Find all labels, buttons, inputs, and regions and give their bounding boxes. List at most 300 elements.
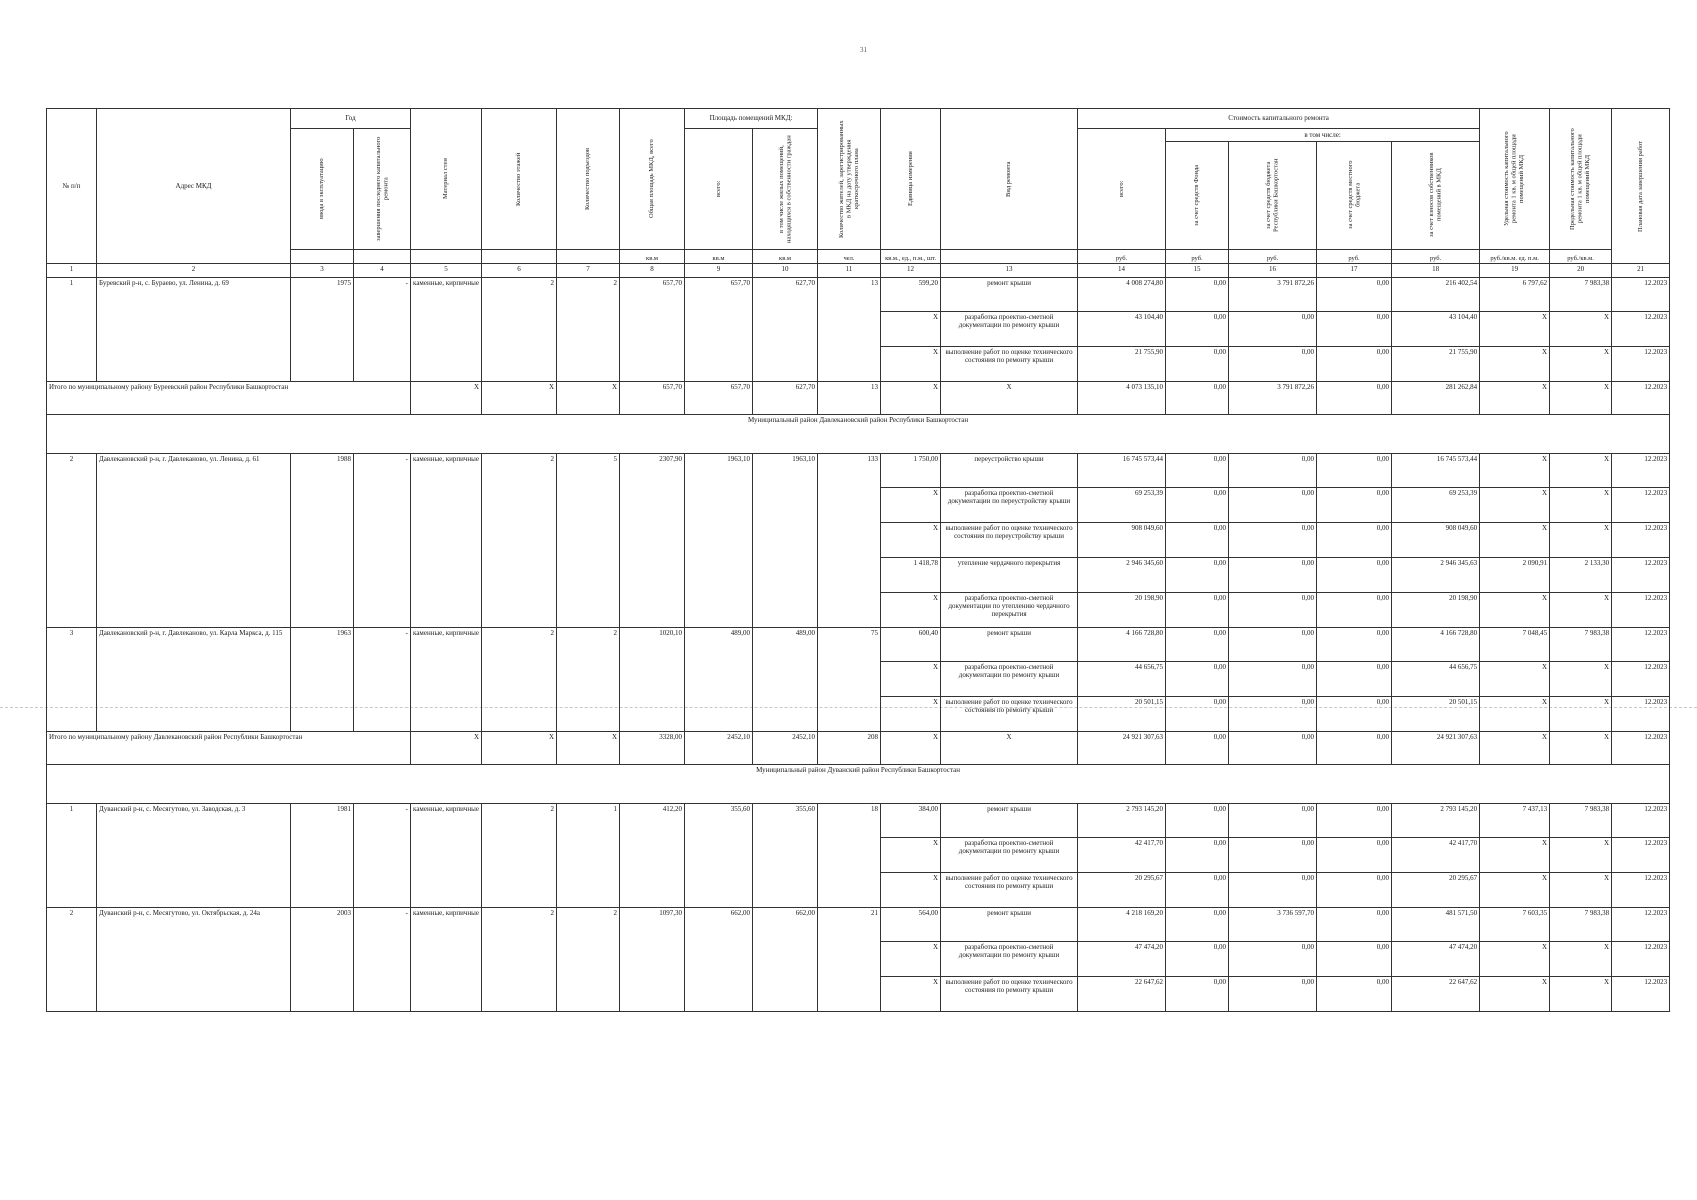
cell-unit: 1 750,00 xyxy=(881,454,941,488)
cell-total-area: 3328,00 xyxy=(620,732,685,765)
table-row-item xyxy=(47,804,1670,838)
table-row-item xyxy=(47,908,1670,942)
column-number: 5 xyxy=(411,264,482,278)
cell-republic-budget: 0,00 xyxy=(1229,977,1317,1012)
cell-local-budget: 0,00 xyxy=(1317,697,1392,732)
cell-owners: 908 049,60 xyxy=(1392,523,1480,558)
cell-unit: X xyxy=(881,347,941,382)
cell-address: Буревский р-н, с. Бураево, ул. Ленина, д. 69 xyxy=(97,278,291,382)
unit-3 xyxy=(291,250,354,264)
hdr-cost: Стоимость капитального ремонта xyxy=(1078,109,1480,129)
cell-material: X xyxy=(411,732,482,765)
cell-address: Давлекановский р-н, г. Давлеканово, ул. Ленина, д. 61 xyxy=(97,454,291,628)
cell-entrances: 5 xyxy=(557,454,620,628)
cell-year-last-repair: - xyxy=(354,628,411,732)
cell-republic-budget: 3 791 872,26 xyxy=(1229,278,1317,312)
cell-fund: 0,00 xyxy=(1166,732,1229,765)
unit-19: руб./кв.м. ед. п.м. xyxy=(1480,250,1550,264)
cell-local-budget: 0,00 xyxy=(1317,873,1392,908)
column-number: 2 xyxy=(97,264,291,278)
cell-planned-date: 12.2023 xyxy=(1612,942,1670,977)
hdr-address: Адрес МКД xyxy=(97,109,291,264)
cell-planned-date: 12.2023 xyxy=(1612,488,1670,523)
cell-unit: X xyxy=(881,838,941,873)
cell-cost-total: 4 218 169,20 xyxy=(1078,908,1166,942)
cell-fund: 0,00 xyxy=(1166,312,1229,347)
cell-specific-cost: X xyxy=(1480,977,1550,1012)
cell-owners: 22 647,62 xyxy=(1392,977,1480,1012)
cell-planned-date: 12.2023 xyxy=(1612,838,1670,873)
table-row-section xyxy=(47,765,1670,804)
cell-year-commission: 1981 xyxy=(291,804,354,908)
unit-10: кв.м xyxy=(753,250,818,264)
cell-entrances: 2 xyxy=(557,628,620,732)
cell-work-type: разработка проектно-сметной документации по ремонту крыши xyxy=(941,312,1078,347)
cell-fund: 0,00 xyxy=(1166,558,1229,593)
cell-local-budget: 0,00 xyxy=(1317,382,1392,415)
hdr-cost-total: всего: xyxy=(1078,129,1166,250)
cell-fund: 0,00 xyxy=(1166,454,1229,488)
cell-work-type: переустройство крыши xyxy=(941,454,1078,488)
cell-residents: 21 xyxy=(818,908,881,1012)
column-number: 16 xyxy=(1229,264,1317,278)
unit-17: руб. xyxy=(1317,250,1392,264)
cell-floors: 2 xyxy=(482,628,557,732)
cell-address: Давлекановский р-н, г. Давлеканово, ул. Карла Маркса, д. 115 xyxy=(97,628,291,732)
cell-entrances: 2 xyxy=(557,278,620,382)
cell-cost-total: 47 474,20 xyxy=(1078,942,1166,977)
cell-year-last-repair: - xyxy=(354,908,411,1012)
cell-republic-budget: 0,00 xyxy=(1229,593,1317,628)
cell-planned-date: 12.2023 xyxy=(1612,873,1670,908)
cell-floors: X xyxy=(482,732,557,765)
unit-18: руб. xyxy=(1392,250,1480,264)
cell-planned-date: 12.2023 xyxy=(1612,804,1670,838)
column-number: 20 xyxy=(1550,264,1612,278)
cell-total-area: 657,70 xyxy=(620,382,685,415)
cell-republic-budget: 3 736 597,70 xyxy=(1229,908,1317,942)
hdr-fund: за счет средств Фонда xyxy=(1166,141,1229,249)
cell-premises-total: 662,00 xyxy=(685,908,753,1012)
cell-total-area: 2307,90 xyxy=(620,454,685,628)
cell-local-budget: 0,00 xyxy=(1317,454,1392,488)
cell-limit-cost: 7 983,38 xyxy=(1550,804,1612,838)
cell-owners: 216 402,54 xyxy=(1392,278,1480,312)
cell-cost-total: 20 295,67 xyxy=(1078,873,1166,908)
cell-cost-total: 2 946 345,60 xyxy=(1078,558,1166,593)
table-row-item xyxy=(47,278,1670,312)
column-number: 18 xyxy=(1392,264,1480,278)
cell-owners: 47 474,20 xyxy=(1392,942,1480,977)
unit-12: кв.м., ед., п.м., шт. xyxy=(881,250,941,264)
cell-premises-total: 489,00 xyxy=(685,628,753,732)
cell-unit: 1 418,78 xyxy=(881,558,941,593)
cell-residents: 133 xyxy=(818,454,881,628)
hdr-year: Год xyxy=(291,109,411,129)
cell-specific-cost: 7 048,45 xyxy=(1480,628,1550,662)
cell-specific-cost: X xyxy=(1480,662,1550,697)
cell-work-type: ремонт крыши xyxy=(941,278,1078,312)
cell-specific-cost: X xyxy=(1480,382,1550,415)
cell-local-budget: 0,00 xyxy=(1317,558,1392,593)
cell-limit-cost: X xyxy=(1550,838,1612,873)
cell-limit-cost: X xyxy=(1550,523,1612,558)
cell-work-type: ремонт крыши xyxy=(941,628,1078,662)
unit-6 xyxy=(482,250,557,264)
cell-specific-cost: 7 437,13 xyxy=(1480,804,1550,838)
unit-14: руб. xyxy=(1078,250,1166,264)
cell-entrances: 2 xyxy=(557,908,620,1012)
cell-local-budget: 0,00 xyxy=(1317,804,1392,838)
hdr-year-commission: ввода в эксплуатацию xyxy=(291,129,354,250)
cell-work-type: выполнение работ по оценке технического состояния по ремонту крыши xyxy=(941,873,1078,908)
cell-specific-cost: X xyxy=(1480,838,1550,873)
cell-cost-total: 22 647,62 xyxy=(1078,977,1166,1012)
cell-specific-cost: X xyxy=(1480,488,1550,523)
cell-work-type: разработка проектно-сметной документации по переустройству крыши xyxy=(941,488,1078,523)
cell-owners: 20 501,15 xyxy=(1392,697,1480,732)
cell-premises-total: 355,60 xyxy=(685,804,753,908)
cell-planned-date: 12.2023 xyxy=(1612,662,1670,697)
cell-fund: 0,00 xyxy=(1166,804,1229,838)
column-number: 14 xyxy=(1078,264,1166,278)
unit-7 xyxy=(557,250,620,264)
cell-entrances: X xyxy=(557,732,620,765)
cell-unit: X xyxy=(881,873,941,908)
cell-material: каменные, кирпичные xyxy=(411,908,482,1012)
cell-total-label: Итого по муниципальному району Буреевский район Республики Башкортостан xyxy=(47,382,411,415)
cell-year-commission: 1988 xyxy=(291,454,354,628)
cell-republic-budget: 3 791 872,26 xyxy=(1229,382,1317,415)
cell-specific-cost: X xyxy=(1480,454,1550,488)
cell-planned-date: 12.2023 xyxy=(1612,732,1670,765)
cell-unit: X xyxy=(881,523,941,558)
cell-limit-cost: 7 983,38 xyxy=(1550,908,1612,942)
unit-8: кв.м xyxy=(620,250,685,264)
cell-no: 3 xyxy=(47,628,97,732)
cell-specific-cost: X xyxy=(1480,347,1550,382)
cell-cost-total: 21 755,90 xyxy=(1078,347,1166,382)
cell-floors: 2 xyxy=(482,804,557,908)
column-number: 21 xyxy=(1612,264,1670,278)
cell-residents: 13 xyxy=(818,382,881,415)
cell-floors: 2 xyxy=(482,278,557,382)
cell-specific-cost: 2 090,91 xyxy=(1480,558,1550,593)
column-number: 3 xyxy=(291,264,354,278)
table-row-total xyxy=(47,732,1670,765)
hdr-local-budget: за счет средств местного бюджета xyxy=(1317,141,1392,249)
cell-premises-owned: 627,70 xyxy=(753,382,818,415)
cell-work-type: X xyxy=(941,382,1078,415)
cell-fund: 0,00 xyxy=(1166,873,1229,908)
table-row-total xyxy=(47,382,1670,415)
cell-year-commission: 1963 xyxy=(291,628,354,732)
cell-work-type: X xyxy=(941,732,1078,765)
hdr-work-type: Вид ремонта xyxy=(941,109,1078,250)
cell-planned-date: 12.2023 xyxy=(1612,593,1670,628)
cell-year-commission: 2003 xyxy=(291,908,354,1012)
cell-limit-cost: X xyxy=(1550,732,1612,765)
cell-limit-cost: 7 983,38 xyxy=(1550,278,1612,312)
column-number: 11 xyxy=(818,264,881,278)
column-number: 6 xyxy=(482,264,557,278)
cell-fund: 0,00 xyxy=(1166,523,1229,558)
cell-work-type: разработка проектно-сметной документации по ремонту крыши xyxy=(941,662,1078,697)
cell-owners: 69 253,39 xyxy=(1392,488,1480,523)
cell-cost-total: 44 656,75 xyxy=(1078,662,1166,697)
cell-owners: 20 295,67 xyxy=(1392,873,1480,908)
unit-16: руб. xyxy=(1229,250,1317,264)
hdr-republic-budget: за счет средств бюджета Республики Башкортостан xyxy=(1229,141,1317,249)
cell-work-type: выполнение работ по оценке технического состояния по ремонту крыши xyxy=(941,977,1078,1012)
cell-no: 2 xyxy=(47,908,97,1012)
cell-cost-total: 69 253,39 xyxy=(1078,488,1166,523)
hdr-specific-cost: Удельная стоимость капитального ремонта 1 кв. м общей площади помещений МКД xyxy=(1480,109,1550,250)
cell-year-last-repair: - xyxy=(354,804,411,908)
cell-work-type: ремонт крыши xyxy=(941,908,1078,942)
cell-cost-total: 2 793 145,20 xyxy=(1078,804,1166,838)
cell-total-label: Итого по муниципальному району Давлекановский район Республики Башкортостан xyxy=(47,732,411,765)
cell-material: X xyxy=(411,382,482,415)
cell-premises-total: 1963,10 xyxy=(685,454,753,628)
cell-residents: 75 xyxy=(818,628,881,732)
cell-republic-budget: 0,00 xyxy=(1229,312,1317,347)
cell-local-budget: 0,00 xyxy=(1317,523,1392,558)
cell-residents: 208 xyxy=(818,732,881,765)
hdr-limit-cost: Предельная стоимость капитального ремонта 1 кв. м общей площади помещений МКД xyxy=(1550,109,1612,250)
cell-year-last-repair: - xyxy=(354,454,411,628)
cell-work-type: выполнение работ по оценке технического состояния по ремонту крыши xyxy=(941,347,1078,382)
hdr-premises-total: всего: xyxy=(685,129,753,250)
cell-limit-cost: X xyxy=(1550,977,1612,1012)
cell-republic-budget: 0,00 xyxy=(1229,558,1317,593)
cell-specific-cost: X xyxy=(1480,942,1550,977)
cell-cost-total: 16 745 573,44 xyxy=(1078,454,1166,488)
column-number: 15 xyxy=(1166,264,1229,278)
cell-republic-budget: 0,00 xyxy=(1229,347,1317,382)
cell-republic-budget: 0,00 xyxy=(1229,732,1317,765)
cell-cost-total: 20 501,15 xyxy=(1078,697,1166,732)
cell-limit-cost: 7 983,38 xyxy=(1550,628,1612,662)
cell-cost-total: 908 049,60 xyxy=(1078,523,1166,558)
cell-limit-cost: 2 133,30 xyxy=(1550,558,1612,593)
cell-republic-budget: 0,00 xyxy=(1229,454,1317,488)
cell-specific-cost: X xyxy=(1480,593,1550,628)
cell-republic-budget: 0,00 xyxy=(1229,488,1317,523)
cell-owners: 44 656,75 xyxy=(1392,662,1480,697)
cell-local-budget: 0,00 xyxy=(1317,628,1392,662)
unit-5 xyxy=(411,250,482,264)
cell-specific-cost: X xyxy=(1480,312,1550,347)
cell-premises-owned: 1963,10 xyxy=(753,454,818,628)
cell-owners: 481 571,50 xyxy=(1392,908,1480,942)
cell-work-type: разработка проектно-сметной документации по утеплению чердачного перекрытия xyxy=(941,593,1078,628)
cell-residents: 18 xyxy=(818,804,881,908)
cell-section-title: Муниципальный район Дуванский район Республики Башкортостан xyxy=(47,765,1670,804)
unit-11: чел. xyxy=(818,250,881,264)
unit-15: руб. xyxy=(1166,250,1229,264)
cell-work-type: разработка проектно-сметной документации по ремонту крыши xyxy=(941,838,1078,873)
cell-limit-cost: X xyxy=(1550,454,1612,488)
cell-work-type: выполнение работ по оценке технического состояния по ремонту крыши xyxy=(941,697,1078,732)
unit-13 xyxy=(941,250,1078,264)
unit-4 xyxy=(354,250,411,264)
cell-owners: 20 198,90 xyxy=(1392,593,1480,628)
cell-specific-cost: 7 603,35 xyxy=(1480,908,1550,942)
capital-repair-table xyxy=(46,108,1670,1012)
cell-unit: 564,00 xyxy=(881,908,941,942)
cell-fund: 0,00 xyxy=(1166,908,1229,942)
cell-total-area: 1097,30 xyxy=(620,908,685,1012)
cell-limit-cost: X xyxy=(1550,942,1612,977)
cell-unit: X xyxy=(881,593,941,628)
cell-fund: 0,00 xyxy=(1166,662,1229,697)
unit-9: кв.м xyxy=(685,250,753,264)
cell-unit: 600,40 xyxy=(881,628,941,662)
cell-no: 1 xyxy=(47,278,97,382)
hdr-no: № п/п xyxy=(47,109,97,264)
cell-material: каменные, кирпичные xyxy=(411,628,482,732)
cell-material: каменные, кирпичные xyxy=(411,278,482,382)
table-row-item xyxy=(47,628,1670,662)
cell-local-budget: 0,00 xyxy=(1317,908,1392,942)
cell-republic-budget: 0,00 xyxy=(1229,697,1317,732)
hdr-year-last-repair: завершения последнего капитального ремонта xyxy=(354,129,411,250)
hdr-including: в том числе: xyxy=(1166,129,1480,142)
cell-floors: 2 xyxy=(482,908,557,1012)
table-row-item xyxy=(47,454,1670,488)
cell-republic-budget: 0,00 xyxy=(1229,804,1317,838)
cell-fund: 0,00 xyxy=(1166,488,1229,523)
cell-specific-cost: X xyxy=(1480,873,1550,908)
cell-limit-cost: X xyxy=(1550,873,1612,908)
cell-unit: X xyxy=(881,382,941,415)
cell-work-type: утепление чердачного перекрытия xyxy=(941,558,1078,593)
cell-planned-date: 12.2023 xyxy=(1612,558,1670,593)
cell-residents: 13 xyxy=(818,278,881,382)
cell-fund: 0,00 xyxy=(1166,347,1229,382)
cell-premises-total: 2452,10 xyxy=(685,732,753,765)
cell-local-budget: 0,00 xyxy=(1317,312,1392,347)
cell-work-type: ремонт крыши xyxy=(941,804,1078,838)
cell-planned-date: 12.2023 xyxy=(1612,977,1670,1012)
cell-premises-owned: 489,00 xyxy=(753,628,818,732)
cell-year-last-repair: - xyxy=(354,278,411,382)
cell-year-commission: 1975 xyxy=(291,278,354,382)
cell-unit: 384,00 xyxy=(881,804,941,838)
cell-planned-date: 12.2023 xyxy=(1612,312,1670,347)
cell-planned-date: 12.2023 xyxy=(1612,908,1670,942)
cell-planned-date: 12.2023 xyxy=(1612,523,1670,558)
cell-no: 2 xyxy=(47,454,97,628)
cell-cost-total: 4 008 274,80 xyxy=(1078,278,1166,312)
cell-local-budget: 0,00 xyxy=(1317,593,1392,628)
hdr-planned-date: Плановая дата завершения работ xyxy=(1612,109,1670,264)
cell-premises-owned: 355,60 xyxy=(753,804,818,908)
cell-planned-date: 12.2023 xyxy=(1612,454,1670,488)
cell-unit: X xyxy=(881,732,941,765)
cell-floors: 2 xyxy=(482,454,557,628)
cell-local-budget: 0,00 xyxy=(1317,662,1392,697)
cell-limit-cost: X xyxy=(1550,312,1612,347)
cell-fund: 0,00 xyxy=(1166,593,1229,628)
cell-fund: 0,00 xyxy=(1166,697,1229,732)
cell-owners: 2 793 145,20 xyxy=(1392,804,1480,838)
cell-republic-budget: 0,00 xyxy=(1229,873,1317,908)
cell-premises-owned: 627,70 xyxy=(753,278,818,382)
column-number: 9 xyxy=(685,264,753,278)
column-number: 7 xyxy=(557,264,620,278)
column-number: 10 xyxy=(753,264,818,278)
cell-limit-cost: X xyxy=(1550,697,1612,732)
cell-total-area: 412,20 xyxy=(620,804,685,908)
cell-owners: 42 417,70 xyxy=(1392,838,1480,873)
cell-local-budget: 0,00 xyxy=(1317,347,1392,382)
hdr-entrances: Количество подъездов xyxy=(557,109,620,250)
cell-limit-cost: X xyxy=(1550,347,1612,382)
cell-material: каменные, кирпичные xyxy=(411,454,482,628)
cell-cost-total: 20 198,90 xyxy=(1078,593,1166,628)
cell-planned-date: 12.2023 xyxy=(1612,278,1670,312)
hdr-unit: Единица измерения xyxy=(881,109,941,250)
cell-planned-date: 12.2023 xyxy=(1612,697,1670,732)
cell-premises-total: 657,70 xyxy=(685,382,753,415)
cell-planned-date: 12.2023 xyxy=(1612,347,1670,382)
cell-section-title: Муниципальный район Давлекановский район Республики Башкортостан xyxy=(47,415,1670,454)
cell-no: 1 xyxy=(47,804,97,908)
cell-local-budget: 0,00 xyxy=(1317,977,1392,1012)
column-number: 13 xyxy=(941,264,1078,278)
cell-local-budget: 0,00 xyxy=(1317,838,1392,873)
cell-local-budget: 0,00 xyxy=(1317,942,1392,977)
cell-cost-total: 4 073 135,10 xyxy=(1078,382,1166,415)
cell-owners: 43 104,40 xyxy=(1392,312,1480,347)
cell-fund: 0,00 xyxy=(1166,838,1229,873)
cell-specific-cost: 6 797,62 xyxy=(1480,278,1550,312)
cell-cost-total: 42 417,70 xyxy=(1078,838,1166,873)
cell-republic-budget: 0,00 xyxy=(1229,942,1317,977)
table-row-section xyxy=(47,415,1670,454)
cell-cost-total: 4 166 728,80 xyxy=(1078,628,1166,662)
cell-owners: 2 946 345,63 xyxy=(1392,558,1480,593)
cell-premises-total: 657,70 xyxy=(685,278,753,382)
cell-limit-cost: X xyxy=(1550,662,1612,697)
hdr-premises-area: Площадь помещений МКД: xyxy=(685,109,818,129)
hdr-material: Материал стен xyxy=(411,109,482,250)
cell-limit-cost: X xyxy=(1550,488,1612,523)
cell-floors: X xyxy=(482,382,557,415)
column-number: 1 xyxy=(47,264,97,278)
cell-specific-cost: X xyxy=(1480,732,1550,765)
cell-address: Дуванский р-н, с. Месягутово, ул. Заводская, д. 3 xyxy=(97,804,291,908)
cell-unit: X xyxy=(881,697,941,732)
column-number: 4 xyxy=(354,264,411,278)
cell-work-type: выполнение работ по оценке технического состояния по переустройству крыши xyxy=(941,523,1078,558)
column-number: 17 xyxy=(1317,264,1392,278)
cell-total-area: 1020,10 xyxy=(620,628,685,732)
cell-local-budget: 0,00 xyxy=(1317,732,1392,765)
cell-total-area: 657,70 xyxy=(620,278,685,382)
cell-unit: X xyxy=(881,662,941,697)
cell-work-type: разработка проектно-сметной документации по ремонту крыши xyxy=(941,942,1078,977)
cell-fund: 0,00 xyxy=(1166,382,1229,415)
cell-republic-budget: 0,00 xyxy=(1229,523,1317,558)
hdr-owners: за счет взносов собственников помещений в МКД xyxy=(1392,141,1480,249)
hdr-total-area: Общая площадь МКД, всего xyxy=(620,109,685,250)
cell-unit: X xyxy=(881,977,941,1012)
cell-local-budget: 0,00 xyxy=(1317,488,1392,523)
hdr-premises-owned: в том числе жилых помещений, находящихся в собственности граждан xyxy=(753,129,818,250)
